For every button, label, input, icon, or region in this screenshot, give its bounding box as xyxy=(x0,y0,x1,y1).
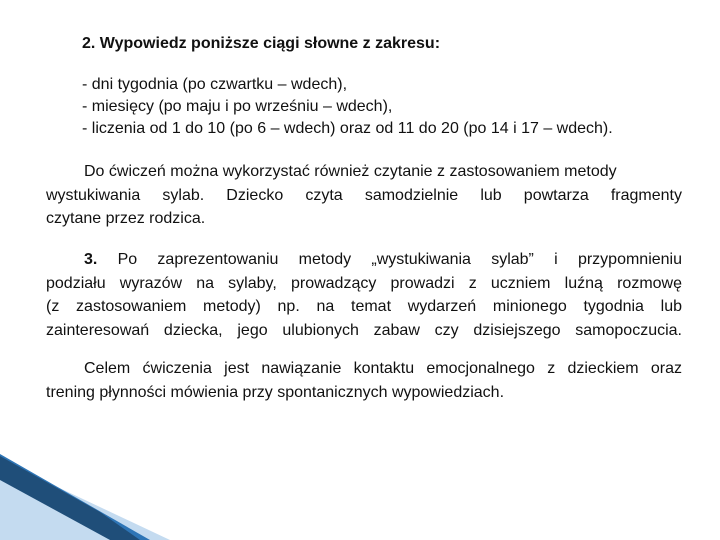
paragraph-line: podziału wyrazów na sylaby, prowadzący prowadzi z uczniem luźną rozmowę xyxy=(46,274,682,292)
decorative-wave xyxy=(0,440,720,540)
paragraph-line: zainteresowań dziecka, jego ulubionych zabaw czy dzisiejszego samopoczucia. xyxy=(46,321,682,339)
paragraph-line: trening płynności mówienia przy spontanicznych wypowiedziach. xyxy=(46,383,505,401)
paragraph-reading-method xyxy=(46,160,682,231)
paragraph-line: czytane przez rodzica. xyxy=(46,210,206,227)
list-item: - dni tygodnia (po czwartku – wdech), xyxy=(82,76,348,93)
paragraph-line-text: Po zaprezentowaniu metody „wystukiwania sylab” i przypomnieniu xyxy=(117,251,682,268)
list-item: - miesięcy (po maju i po wrześniu – wdech), xyxy=(82,98,393,115)
paragraph-goal xyxy=(46,357,682,404)
paragraph-conversation xyxy=(46,248,682,342)
section-heading: 2. Wypowiedz poniższe ciągi słowne z zakresu: xyxy=(82,35,441,52)
paragraph-line: (z zastosowaniem metody) np. na temat wydarzeń minionego tygodnia lub xyxy=(46,298,682,315)
paragraph-line xyxy=(46,248,682,272)
paragraph-line: Do ćwiczeń można wykorzystać również czytanie z zastosowaniem metody xyxy=(84,163,617,180)
paragraph-line: Celem ćwiczenia jest nawiązanie kontaktu emocjonalnego z dzieckiem oraz xyxy=(84,360,682,377)
list-item: - liczenia od 1 do 10 (po 6 – wdech) oraz od 11 do 20 (po 14 i 17 – wdech). xyxy=(82,120,613,137)
paragraph-line: wystukiwania sylab. Dziecko czyta samodzielnie lub powtarza fragmenty xyxy=(46,186,682,204)
word-sequence-list xyxy=(82,74,613,140)
paragraph-number: 3. xyxy=(84,251,98,268)
